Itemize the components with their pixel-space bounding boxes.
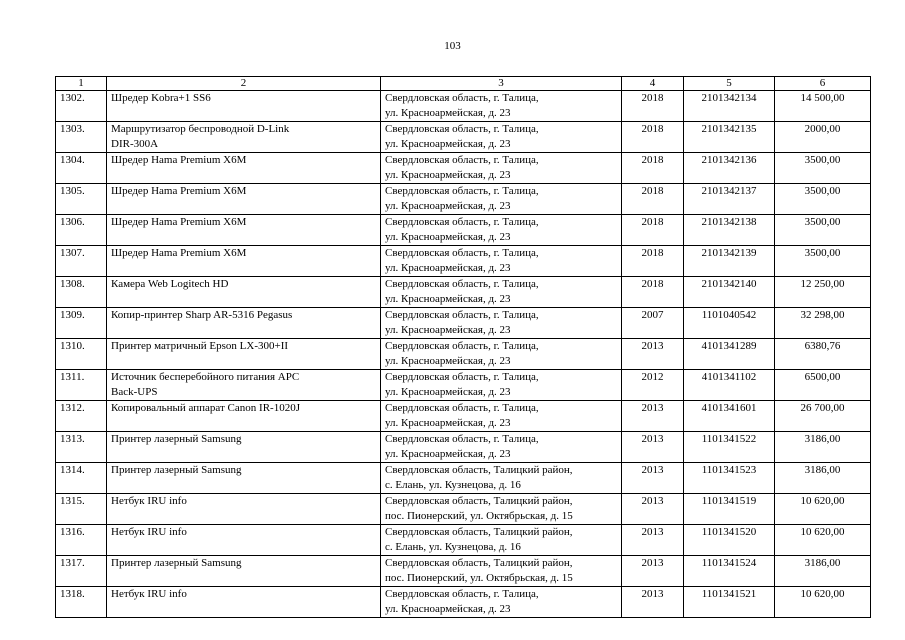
table-row	[56, 525, 871, 556]
item-name	[107, 463, 381, 494]
item-cost: 3186,00	[775, 556, 871, 587]
item-year: 2012	[622, 370, 684, 401]
item-year: 2018	[622, 153, 684, 184]
table-row	[56, 122, 871, 153]
item-address-line: ул. Красноармейская, д. 23	[385, 293, 511, 305]
item-address-line: Свердловская область, г. Талица,	[385, 154, 539, 166]
row-number: 1310.	[56, 339, 107, 370]
item-cost: 10 620,00	[775, 494, 871, 525]
item-address-line: Свердловская область, г. Талица,	[385, 185, 539, 197]
table-row	[56, 308, 871, 339]
item-address-line: с. Елань, ул. Кузнецова, д. 16	[385, 541, 521, 553]
item-name	[107, 339, 381, 370]
item-address	[381, 339, 622, 370]
item-name-line: Шредер Kobra+1 SS6	[111, 92, 211, 104]
item-cost: 3186,00	[775, 463, 871, 494]
page-number: 103	[444, 40, 461, 52]
item-year: 2013	[622, 525, 684, 556]
item-year: 2013	[622, 339, 684, 370]
item-year: 2013	[622, 463, 684, 494]
row-number: 1313.	[56, 432, 107, 463]
item-year: 2018	[622, 184, 684, 215]
item-name	[107, 277, 381, 308]
item-address	[381, 525, 622, 556]
item-year: 2013	[622, 587, 684, 618]
item-cost: 6380,76	[775, 339, 871, 370]
item-address-line: ул. Красноармейская, д. 23	[385, 448, 511, 460]
item-cost: 12 250,00	[775, 277, 871, 308]
item-address-line: пос. Пионерский, ул. Октябрьская, д. 15	[385, 510, 573, 522]
item-name	[107, 91, 381, 122]
item-name-line: Маршрутизатор беспроводной D-Link	[111, 123, 290, 135]
item-address	[381, 91, 622, 122]
row-number: 1309.	[56, 308, 107, 339]
inventory-number: 1101341519	[684, 494, 775, 525]
item-name	[107, 122, 381, 153]
item-year: 2018	[622, 246, 684, 277]
item-year: 2013	[622, 494, 684, 525]
item-address-line: ул. Красноармейская, д. 23	[385, 107, 511, 119]
inventory-number: 1101341522	[684, 432, 775, 463]
table-row	[56, 556, 871, 587]
item-name	[107, 556, 381, 587]
item-name	[107, 494, 381, 525]
item-name-line: Принтер матричный Epson LX-300+II	[111, 340, 289, 352]
table-row	[56, 246, 871, 277]
row-number: 1305.	[56, 184, 107, 215]
table-row	[56, 587, 871, 618]
item-cost: 3500,00	[775, 215, 871, 246]
header-col-3: 3	[381, 77, 622, 91]
item-address	[381, 308, 622, 339]
inventory-number: 2101342140	[684, 277, 775, 308]
item-cost: 14 500,00	[775, 91, 871, 122]
item-name-line: Принтер лазерный Samsung	[111, 464, 242, 476]
item-address-line: с. Елань, ул. Кузнецова, д. 16	[385, 479, 521, 491]
item-address-line: ул. Красноармейская, д. 23	[385, 386, 511, 398]
item-address	[381, 122, 622, 153]
item-address-line: Свердловская область, г. Талица,	[385, 278, 539, 290]
header-col-6: 6	[775, 77, 871, 91]
inventory-number: 2101342137	[684, 184, 775, 215]
item-name	[107, 525, 381, 556]
table-row	[56, 277, 871, 308]
table-row	[56, 91, 871, 122]
item-address-line: Свердловская область, г. Талица,	[385, 433, 539, 445]
item-name	[107, 184, 381, 215]
table-row	[56, 370, 871, 401]
row-number: 1318.	[56, 587, 107, 618]
table-row	[56, 494, 871, 525]
item-address-line: Свердловская область, Талицкий район,	[385, 557, 573, 569]
row-number: 1304.	[56, 153, 107, 184]
item-year: 2007	[622, 308, 684, 339]
header-col-4: 4	[622, 77, 684, 91]
inventory-number: 2101342139	[684, 246, 775, 277]
row-number: 1315.	[56, 494, 107, 525]
item-name-line: Back-UPS	[111, 386, 158, 398]
table-row	[56, 339, 871, 370]
item-name	[107, 370, 381, 401]
item-address	[381, 432, 622, 463]
item-name	[107, 153, 381, 184]
table-row	[56, 463, 871, 494]
item-name-line: Нетбук IRU info	[111, 495, 187, 507]
item-name-line: Нетбук IRU info	[111, 526, 187, 538]
inventory-number: 1101341521	[684, 587, 775, 618]
header-col-1: 1	[56, 77, 107, 91]
table-row	[56, 184, 871, 215]
item-address-line: Свердловская область, Талицкий район,	[385, 464, 573, 476]
item-name	[107, 587, 381, 618]
row-number: 1317.	[56, 556, 107, 587]
row-number: 1306.	[56, 215, 107, 246]
inventory-number: 1101341523	[684, 463, 775, 494]
item-address-line: ул. Красноармейская, д. 23	[385, 262, 511, 274]
item-name-line: Шредер Hama Premium X6M	[111, 154, 247, 166]
item-name-line: Копировальный аппарат Canon IR-1020J	[111, 402, 300, 414]
item-cost: 32 298,00	[775, 308, 871, 339]
item-address-line: Свердловская область, г. Талица,	[385, 340, 539, 352]
item-address-line: Свердловская область, г. Талица,	[385, 588, 539, 600]
row-number: 1302.	[56, 91, 107, 122]
item-cost: 10 620,00	[775, 525, 871, 556]
inventory-number: 4101341289	[684, 339, 775, 370]
item-cost: 10 620,00	[775, 587, 871, 618]
item-year: 2013	[622, 401, 684, 432]
item-address	[381, 587, 622, 618]
item-cost: 3500,00	[775, 246, 871, 277]
item-year: 2013	[622, 432, 684, 463]
item-year: 2018	[622, 215, 684, 246]
header-col-2: 2	[107, 77, 381, 91]
item-cost: 3500,00	[775, 153, 871, 184]
item-address	[381, 184, 622, 215]
inventory-number: 4101341102	[684, 370, 775, 401]
item-address	[381, 277, 622, 308]
item-name-line: Нетбук IRU info	[111, 588, 187, 600]
item-name-line: Шредер Hama Premium X6M	[111, 216, 247, 228]
item-cost: 3186,00	[775, 432, 871, 463]
item-address	[381, 153, 622, 184]
item-name-line: Принтер лазерный Samsung	[111, 557, 242, 569]
item-name-line: Шредер Hama Premium X6M	[111, 247, 247, 259]
item-name-line: Источник бесперебойного питания APC	[111, 371, 300, 383]
item-address	[381, 401, 622, 432]
item-address-line: Свердловская область, г. Талица,	[385, 309, 539, 321]
table-row	[56, 401, 871, 432]
item-name-line: DIR-300A	[111, 138, 159, 150]
item-name	[107, 246, 381, 277]
inventory-number: 4101341601	[684, 401, 775, 432]
property-table	[55, 76, 871, 618]
inventory-number: 1101040542	[684, 308, 775, 339]
item-name	[107, 401, 381, 432]
row-number: 1307.	[56, 246, 107, 277]
item-address	[381, 215, 622, 246]
item-year: 2018	[622, 122, 684, 153]
item-address-line: Свердловская область, Талицкий район,	[385, 526, 573, 538]
header-col-5: 5	[684, 77, 775, 91]
item-name-line: Шредер Hama Premium X6M	[111, 185, 247, 197]
row-number: 1316.	[56, 525, 107, 556]
item-address-line: ул. Красноармейская, д. 23	[385, 231, 511, 243]
item-address	[381, 463, 622, 494]
item-address-line: Свердловская область, г. Талица,	[385, 247, 539, 259]
item-address-line: ул. Красноармейская, д. 23	[385, 603, 511, 615]
inventory-number: 2101342136	[684, 153, 775, 184]
inventory-number: 2101342135	[684, 122, 775, 153]
item-address-line: Свердловская область, г. Талица,	[385, 371, 539, 383]
item-address-line: Свердловская область, г. Талица,	[385, 123, 539, 135]
table-body	[56, 91, 871, 618]
item-cost: 26 700,00	[775, 401, 871, 432]
item-address	[381, 246, 622, 277]
item-address-line: ул. Красноармейская, д. 23	[385, 355, 511, 367]
inventory-number: 1101341524	[684, 556, 775, 587]
item-address-line: ул. Красноармейская, д. 23	[385, 200, 511, 212]
item-address-line: Свердловская область, г. Талица,	[385, 402, 539, 414]
row-number: 1311.	[56, 370, 107, 401]
row-number: 1308.	[56, 277, 107, 308]
item-address	[381, 494, 622, 525]
item-cost: 6500,00	[775, 370, 871, 401]
item-address-line: Свердловская область, г. Талица,	[385, 216, 539, 228]
item-year: 2013	[622, 556, 684, 587]
item-address-line: пос. Пионерский, ул. Октябрьская, д. 15	[385, 572, 573, 584]
table-row	[56, 215, 871, 246]
item-cost: 3500,00	[775, 184, 871, 215]
item-name-line: Камера Web Logitech HD	[111, 278, 229, 290]
item-address-line: ул. Красноармейская, д. 23	[385, 417, 511, 429]
item-address-line: ул. Красноармейская, д. 23	[385, 324, 511, 336]
inventory-number: 2101342138	[684, 215, 775, 246]
item-year: 2018	[622, 277, 684, 308]
item-address-line: Свердловская область, г. Талица,	[385, 92, 539, 104]
item-name-line: Принтер лазерный Samsung	[111, 433, 242, 445]
table-header-row	[56, 77, 871, 91]
item-address	[381, 370, 622, 401]
item-name-line: Копир-принтер Sharp AR-5316 Pegasus	[111, 309, 293, 321]
inventory-number: 1101341520	[684, 525, 775, 556]
table-row	[56, 153, 871, 184]
item-address-line: Свердловская область, Талицкий район,	[385, 495, 573, 507]
item-address	[381, 556, 622, 587]
inventory-number: 2101342134	[684, 91, 775, 122]
row-number: 1303.	[56, 122, 107, 153]
item-name	[107, 308, 381, 339]
item-address-line: ул. Красноармейская, д. 23	[385, 138, 511, 150]
item-name	[107, 215, 381, 246]
item-cost: 2000,00	[775, 122, 871, 153]
table-row	[56, 432, 871, 463]
item-address-line: ул. Красноармейская, д. 23	[385, 169, 511, 181]
item-year: 2018	[622, 91, 684, 122]
item-name	[107, 432, 381, 463]
row-number: 1312.	[56, 401, 107, 432]
row-number: 1314.	[56, 463, 107, 494]
